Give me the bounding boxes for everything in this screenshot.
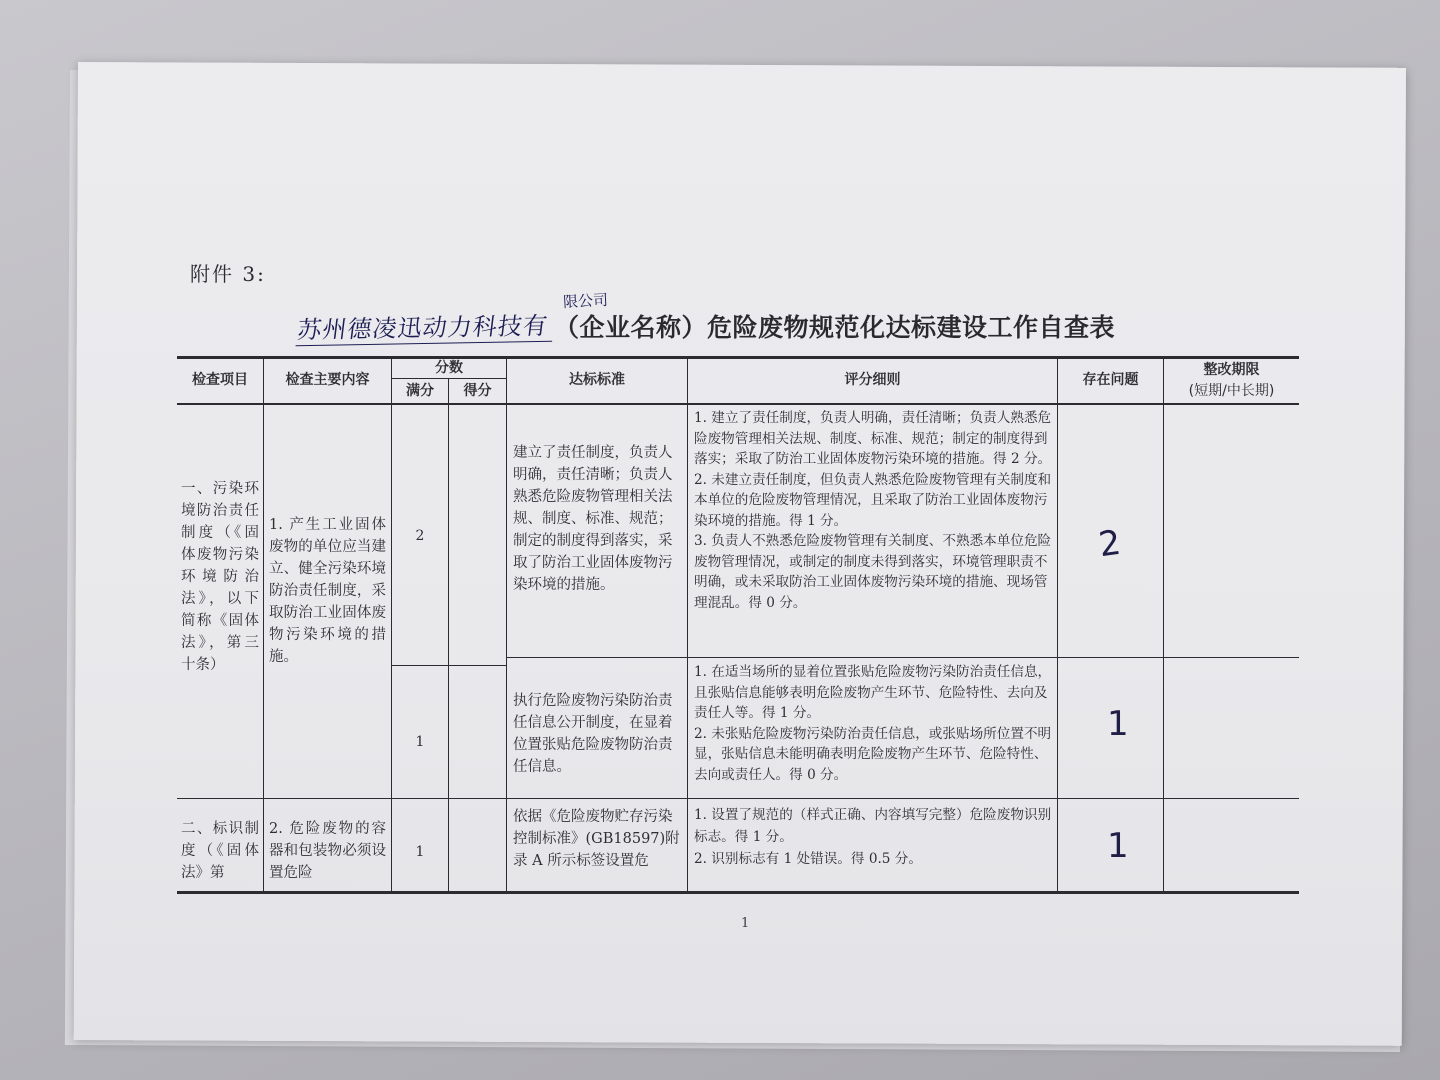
- row2-content: 2. 危险废物的容器和包装物必须设置危险: [269, 821, 386, 881]
- header-standard: 达标标准: [569, 372, 625, 389]
- header-issues: 存在问题: [1082, 372, 1139, 389]
- row1b-standard: 执行危险废物污染防治责任信息公开制度，在显着位置张贴危险废物防治责任信息。: [513, 693, 673, 775]
- row1a-rules: 1. 建立了责任制度，负责人明确，责任清晰；负责人熟悉危险废物管理相关法规、制度、标准、规范；制定的制度得到落实；采取了防治工业固体废物污染环境的措施。得 2 分。 2. 未建立责任制度，但负责人熟悉危险废物管理有关制度和本单位的危险废物管理情况，且采取了防治工业固体废物污染环境的措施。得 1 分。 3. 负责人不熟悉危险废物管理有关制度、不熟悉本单位危险废物管理情况，或制定的制度未得到落实，环境管理职责不明确，或未采取防治工业固体废物污染环境的措施、现场管理混乱。得 0 分。: [694, 410, 1052, 611]
- col-divider-4: [506, 356, 507, 892]
- header-content: 检查主要内容: [285, 372, 370, 389]
- self-check-table: [177, 356, 1299, 894]
- row2-item: 二、标识制度（《固体法》第: [181, 821, 259, 881]
- header-deadline-sub: (短期/中长期): [1188, 382, 1275, 399]
- page-number: 1: [741, 916, 750, 931]
- header-full-score: 满分: [406, 383, 434, 400]
- row1-content: 1. 产生工业固体废物的单位应当建立、健全污染环境防治责任制度，采取防治工业固体废物污染环境的措施。: [269, 517, 386, 665]
- col-divider-1: [263, 356, 264, 892]
- row1-item: 一、污染环境防治责任制度（《固体废物污染环境防治法》，以下简称《固体法》，第三十条）: [181, 481, 259, 673]
- col-divider-7: [1163, 356, 1164, 892]
- row-divider: [177, 798, 1299, 799]
- col-divider-6: [1057, 356, 1058, 892]
- header-bottom-border: [177, 403, 1299, 405]
- row1b-handwritten-issue: 1: [1107, 704, 1129, 744]
- attachment-label: 附件 3:: [190, 262, 266, 286]
- row2-handwritten-issue: 1: [1107, 826, 1129, 866]
- header-rules: 评分细则: [844, 372, 901, 389]
- col-divider-5: [687, 356, 688, 892]
- row2-standard: 依据《危险废物贮存污染控制标准》(GB18597)附录 A 所示标签设置危: [513, 809, 680, 869]
- document-title: [295, 290, 1198, 346]
- col-divider-2: [391, 356, 392, 892]
- row1b-rules: 1. 在适当场所的显着位置张贴危险废物污染防治责任信息，且张贴信息能够表明危险废物产生环节、危险特性、去向及责任人等。得 1 分。 2. 未张贴危险废物污染防治责任信息，或张贴场所位置不明显，张贴信息未能明确表明危险废物产生环节、危险特性、去向或责任人。得 0 分。: [694, 664, 1052, 783]
- header-deadline-label: 整改期限: [1203, 362, 1260, 378]
- title-printed: （企业名称）危险废物规范化达标建设工作自查表: [554, 313, 1116, 342]
- table-bottom-border: [177, 891, 1299, 894]
- company-suffix-handwritten: 限公司: [562, 290, 609, 312]
- row2-rules: 1. 设置了规范的（样式正确、内容填写完整）危险废物识别标志。得 1 分。 2. 识别标志有 1 处错误。得 0.5 分。: [694, 807, 1052, 867]
- header-score: 分数: [435, 359, 463, 376]
- row2-full-score: 1: [415, 844, 425, 860]
- header-deadline: [1164, 358, 1299, 403]
- header-obtained-score: 得分: [463, 383, 492, 400]
- header-item: 检查项目: [192, 372, 248, 389]
- row1b-full-score: 1: [415, 734, 425, 750]
- company-name-handwritten: 苏州德凌迅动力科技有: [295, 306, 556, 346]
- row1a-handwritten-issue: 2: [1096, 522, 1124, 566]
- col-divider-3: [448, 379, 449, 892]
- row1a-full-score: 2: [415, 528, 425, 544]
- row1a-standard: 建立了责任制度，负责人明确，责任清晰；负责人熟悉危险废物管理相关法规、制度、标准、规范；制定的制度得到落实，采取了防治工业固体废物污染环境的措施。: [513, 445, 673, 593]
